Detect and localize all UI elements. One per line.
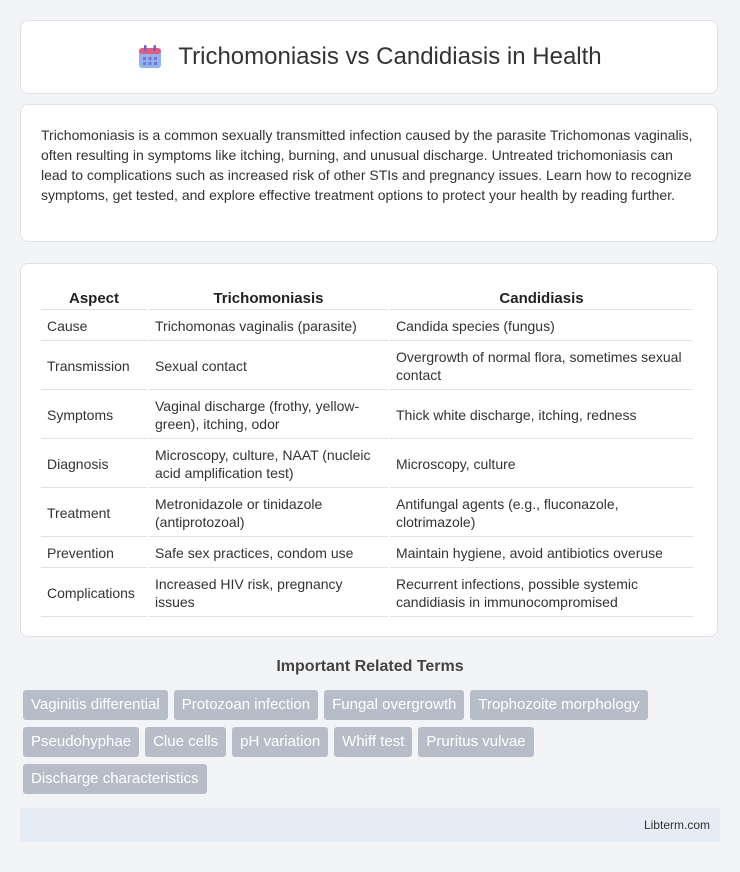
related-terms-title: Important Related Terms [276,658,464,675]
cell-trichomoniasis: Trichomonas vaginalis (parasite) [149,312,388,341]
footer [20,808,720,842]
cell-aspect: Transmission [41,343,147,390]
page-title: Trichomoniasis vs Candidiasis in Health [178,43,602,70]
table-row [41,490,693,537]
cell-candidiasis: Antifungal agents (e.g., fluconazole, clotrimazole) [390,490,693,537]
cell-aspect: Complications [41,570,147,617]
comparison-table [39,284,695,619]
table-row [41,343,693,390]
table-row [41,539,693,568]
related-term-tag[interactable]: Vaginitis differential [23,690,168,720]
cell-trichomoniasis: Sexual contact [149,343,388,390]
cell-aspect: Diagnosis [41,441,147,488]
intro-text: Trichomoniasis is a common sexually transmitted infection caused by the parasite Trichomonas vaginalis, often resulting in symptoms like itching, burning, and unusual discharge. Untreated trichomoniasis can lead to complications such as increased risk of other STIs and pregnancy issues. Learn how to recognize symptoms, get tested, and explore effective treatment options to protect your health by reading further. [41,127,693,203]
cell-candidiasis: Recurrent infections, possible systemic candidiasis in immunocompromised [390,570,693,617]
cell-aspect: Cause [41,312,147,341]
cell-trichomoniasis: Microscopy, culture, NAAT (nucleic acid amplification test) [149,441,388,488]
related-terms-list [23,690,723,794]
cell-candidiasis: Maintain hygiene, avoid antibiotics overuse [390,539,693,568]
table-header-row [41,286,693,310]
header-candidiasis: Candidiasis [390,286,693,310]
cell-trichomoniasis: Vaginal discharge (frothy, yellow-green), itching, odor [149,392,388,439]
cell-trichomoniasis: Metronidazole or tinidazole (antiprotozoal) [149,490,388,537]
header-trichomoniasis: Trichomoniasis [149,286,388,310]
related-term-tag[interactable]: Protozoan infection [174,690,318,720]
footer-site-link[interactable]: Libterm.com [643,818,710,832]
table-row [41,441,693,488]
related-term-tag[interactable]: Pruritus vulvae [418,727,533,757]
header-aspect: Aspect [41,286,147,310]
cell-aspect: Prevention [41,539,147,568]
cell-candidiasis: Microscopy, culture [390,441,693,488]
cell-aspect: Treatment [41,490,147,537]
header-card [20,20,718,94]
table-row [41,392,693,439]
related-term-tag[interactable]: Trophozoite morphology [470,690,647,720]
related-term-tag[interactable]: Whiff test [334,727,412,757]
title-wrap [136,43,601,71]
cell-candidiasis: Candida species (fungus) [390,312,693,341]
cell-candidiasis: Thick white discharge, itching, redness [390,392,693,439]
related-term-tag[interactable]: Clue cells [145,727,226,757]
cell-aspect: Symptoms [41,392,147,439]
intro-card [20,104,718,242]
related-term-tag[interactable]: pH variation [232,727,328,757]
related-term-tag[interactable]: Discharge characteristics [23,764,207,794]
cell-trichomoniasis: Increased HIV risk, pregnancy issues [149,570,388,617]
cell-candidiasis: Overgrowth of normal flora, sometimes sexual contact [390,343,693,390]
calendar-icon [136,43,164,71]
table-row [41,570,693,617]
table-row [41,312,693,341]
related-term-tag[interactable]: Fungal overgrowth [324,690,464,720]
cell-trichomoniasis: Safe sex practices, condom use [149,539,388,568]
related-term-tag[interactable]: Pseudohyphae [23,727,139,757]
table-card [20,263,718,637]
